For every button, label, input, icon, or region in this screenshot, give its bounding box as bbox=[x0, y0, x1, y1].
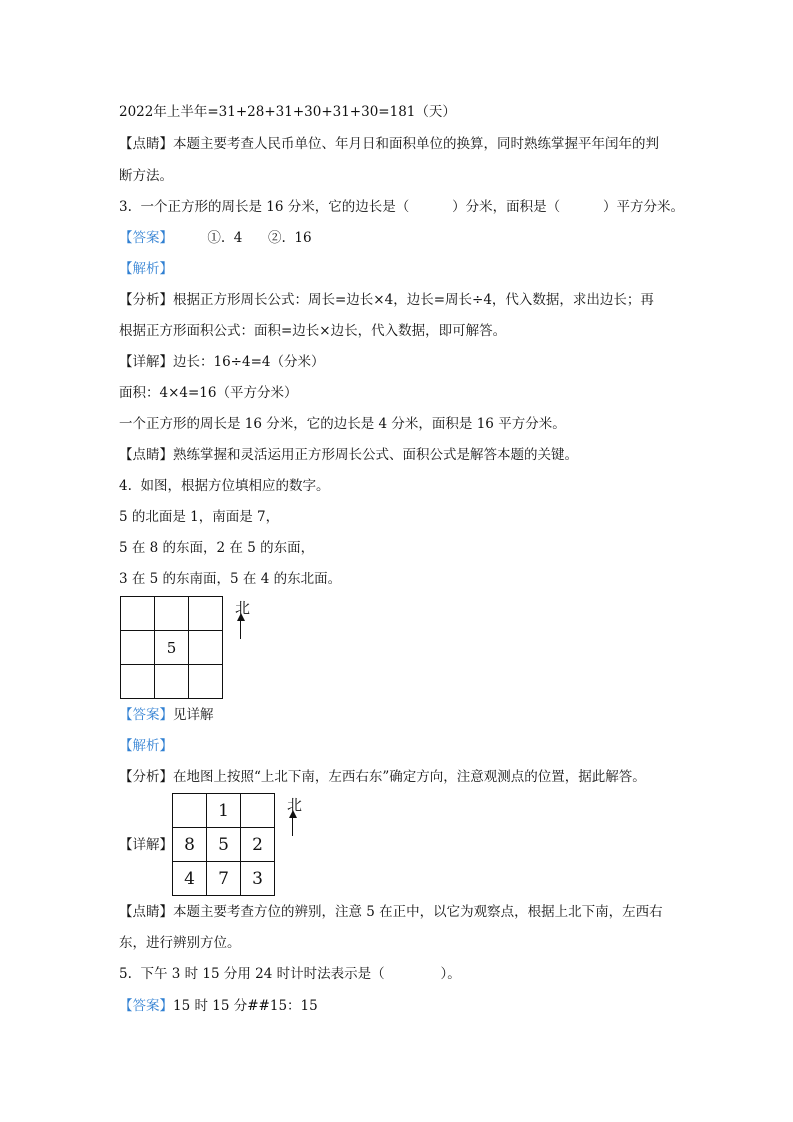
arrow-shaft bbox=[240, 619, 241, 639]
analysis-label-2: 【分析】 bbox=[119, 769, 173, 785]
grid-cell bbox=[121, 665, 155, 699]
detail-label: 【详解】 bbox=[119, 354, 173, 370]
grid-cell bbox=[189, 631, 223, 665]
arrow-shaft-2 bbox=[292, 816, 293, 836]
answer-line-3 bbox=[119, 997, 318, 1015]
remark-text-2: 熟练掌握和灵活运用正方形周长公式、面积公式是解答本题的关键。 bbox=[173, 447, 578, 463]
answer-text: ①. 4 ②. 16 bbox=[173, 230, 312, 246]
detail-line-1 bbox=[119, 353, 324, 371]
analysis-text: 根据正方形周长公式：周长=边长×4，边长=周长÷4，代入数据，求出边长；再 bbox=[173, 292, 654, 308]
analysis-tag: 【解析】 bbox=[119, 261, 173, 277]
answer-text-2: 见详解 bbox=[173, 707, 214, 723]
remark-tag: 【点睛】 bbox=[119, 136, 173, 152]
grid-cell bbox=[121, 631, 155, 665]
question-4: 4. 如图，根据方位填相应的数字。 bbox=[119, 478, 330, 494]
answer-grid bbox=[172, 793, 275, 896]
analysis-tag-2: 【解析】 bbox=[119, 738, 173, 754]
analysis-line-1 bbox=[119, 291, 654, 309]
remark-line-1 bbox=[119, 135, 659, 153]
grid-cell bbox=[241, 794, 275, 828]
analysis-line-2: 根据正方形面积公式：面积=边长×边长，代入数据，即可解答。 bbox=[119, 323, 507, 339]
remark-tag-3: 【点睛】 bbox=[119, 904, 173, 920]
detail-text: 边长：16÷4=4（分米） bbox=[173, 354, 325, 370]
north-label-2: 北 bbox=[287, 796, 303, 814]
question-5: 5. 下午 3 时 15 分用 24 时计时法表示是（ ）。 bbox=[119, 966, 461, 982]
grid-cell: 2 bbox=[241, 828, 275, 862]
detail-line-3: 一个正方形的周长是 16 分米，它的边长是 4 分米，面积是 16 平方分米。 bbox=[119, 416, 566, 432]
grid-cell: 1 bbox=[207, 794, 241, 828]
remark-tag-2: 【点睛】 bbox=[119, 447, 173, 463]
grid-cell bbox=[189, 665, 223, 699]
question-3: 3. 一个正方形的周长是 16 分米，它的边长是（ ）分米，面积是（ ）平方分米。 bbox=[119, 199, 685, 215]
remark-line-4 bbox=[119, 903, 663, 921]
grid-cell: 5 bbox=[207, 828, 241, 862]
calc-line: 2022年上半年=31+28+31+30+31+30=181（天） bbox=[119, 104, 456, 120]
north-label: 北 bbox=[235, 599, 251, 617]
grid-cell bbox=[189, 597, 223, 631]
remark-line-3 bbox=[119, 446, 578, 464]
clue-1: 5 的北面是 1，南面是 7， bbox=[119, 509, 280, 525]
remark-line-5: 东，进行辨别方位。 bbox=[119, 935, 241, 951]
grid-cell bbox=[155, 665, 189, 699]
remark-text: 本题主要考查人民币单位、年月日和面积单位的换算，同时熟练掌握平年闰年的判 bbox=[173, 136, 659, 152]
answer-text-3: 15 时 15 分##15：15 bbox=[173, 998, 318, 1014]
analysis-text-2: 在地图上按照“上北下南，左西右东”确定方向，注意观测点的位置，据此解答。 bbox=[173, 769, 646, 785]
grid-cell bbox=[121, 597, 155, 631]
clue-2: 5 在 8 的东面，2 在 5 的东面， bbox=[119, 540, 315, 556]
grid-cell: 7 bbox=[207, 862, 241, 896]
clue-3: 3 在 5 的东南面，5 在 4 的东北面。 bbox=[119, 571, 342, 587]
detail-label-2: 【详解】 bbox=[119, 837, 173, 853]
answer-tag: 【答案】 bbox=[119, 230, 173, 246]
grid-cell bbox=[173, 794, 207, 828]
detail-line-2: 面积：4×4=16（平方分米） bbox=[119, 385, 298, 401]
grid-cell: 3 bbox=[241, 862, 275, 896]
answer-tag-3: 【答案】 bbox=[119, 998, 173, 1014]
remark-line-2: 断方法。 bbox=[119, 168, 173, 184]
answer-line bbox=[119, 229, 312, 247]
answer-line-2 bbox=[119, 706, 214, 724]
grid-cell: 5 bbox=[155, 631, 189, 665]
analysis-label: 【分析】 bbox=[119, 292, 173, 308]
grid-cell bbox=[155, 597, 189, 631]
grid-cell: 4 bbox=[173, 862, 207, 896]
analysis-line-3 bbox=[119, 768, 646, 786]
grid-cell: 8 bbox=[173, 828, 207, 862]
answer-tag-2: 【答案】 bbox=[119, 707, 173, 723]
remark-text-3: 本题主要考查方位的辨别，注意 5 在正中，以它为观察点，根据上北下南，左西右 bbox=[173, 904, 663, 920]
question-grid bbox=[120, 596, 223, 699]
